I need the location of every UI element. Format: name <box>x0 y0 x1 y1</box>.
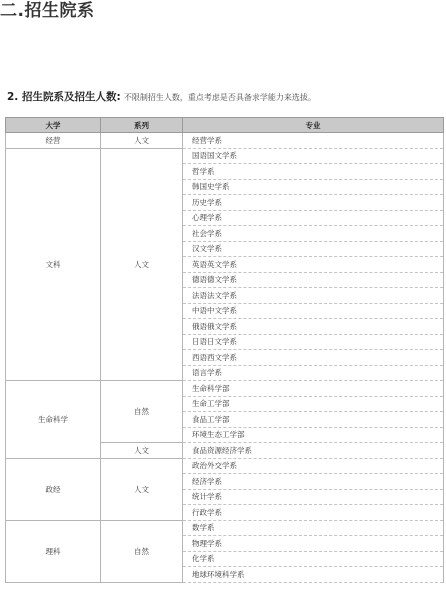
major-cell: 物理学系 <box>183 536 444 552</box>
series-cell: 人文 <box>101 148 183 381</box>
major-cell: 生命科学部 <box>183 381 444 397</box>
college-cell: 政经 <box>6 458 101 520</box>
college-cell: 理科 <box>6 520 101 582</box>
major-cell: 生命工学部 <box>183 396 444 412</box>
major-cell: 韩国史学系 <box>183 179 444 195</box>
table-row <box>6 458 444 474</box>
major-cell: 法语法文学系 <box>183 288 444 304</box>
header-major: 专业 <box>183 118 444 133</box>
major-cell: 行政学系 <box>183 505 444 521</box>
table-row <box>6 148 444 164</box>
table-header-row <box>6 118 444 133</box>
page-title: 二.招生院系 <box>0 1 95 21</box>
admissions-table <box>5 117 444 583</box>
major-cell: 哲学系 <box>183 164 444 180</box>
major-cell: 食品资源经济学系 <box>183 443 444 459</box>
table-row <box>6 133 444 149</box>
major-cell: 中语中文学系 <box>183 303 444 319</box>
major-cell: 德语德文学系 <box>183 272 444 288</box>
major-cell: 社会学系 <box>183 226 444 242</box>
major-cell: 语言学系 <box>183 365 444 381</box>
table-row <box>6 520 444 536</box>
major-cell: 西语西文学系 <box>183 350 444 366</box>
header-college: 大学 <box>6 118 101 133</box>
series-cell: 自然 <box>101 381 183 443</box>
college-cell: 经营 <box>6 133 101 149</box>
major-cell: 统计学系 <box>183 489 444 505</box>
major-cell: 地球环境科学系 <box>183 567 444 583</box>
major-cell: 数学系 <box>183 520 444 536</box>
major-cell: 食品工学部 <box>183 412 444 428</box>
major-cell: 政治外交学系 <box>183 458 444 474</box>
major-cell: 心理学系 <box>183 210 444 226</box>
college-cell: 生命科学 <box>6 381 101 459</box>
major-cell: 汉文学系 <box>183 241 444 257</box>
header-series: 系列 <box>101 118 183 133</box>
major-cell: 日语日文学系 <box>183 334 444 350</box>
major-cell: 英语英文学系 <box>183 257 444 273</box>
major-cell: 历史学系 <box>183 195 444 211</box>
major-cell: 经营学系 <box>183 133 444 149</box>
series-cell: 人文 <box>101 443 183 459</box>
major-cell: 化学系 <box>183 551 444 567</box>
major-cell: 国语国文学系 <box>183 148 444 164</box>
major-cell: 经济学系 <box>183 474 444 490</box>
series-cell: 自然 <box>101 520 183 582</box>
major-cell: 俄语俄文学系 <box>183 319 444 335</box>
college-cell: 文科 <box>6 148 101 381</box>
major-cell: 环境生态工学部 <box>183 427 444 443</box>
section-heading <box>7 90 316 105</box>
table-row <box>6 381 444 397</box>
section-heading-title: 2. 招生院系及招生人数: <box>7 91 121 103</box>
series-cell: 人文 <box>101 458 183 520</box>
section-heading-note: 不限制招生人数，重点考虑是否具备求学能力来选拔。 <box>123 93 316 102</box>
series-cell: 人文 <box>101 133 183 149</box>
